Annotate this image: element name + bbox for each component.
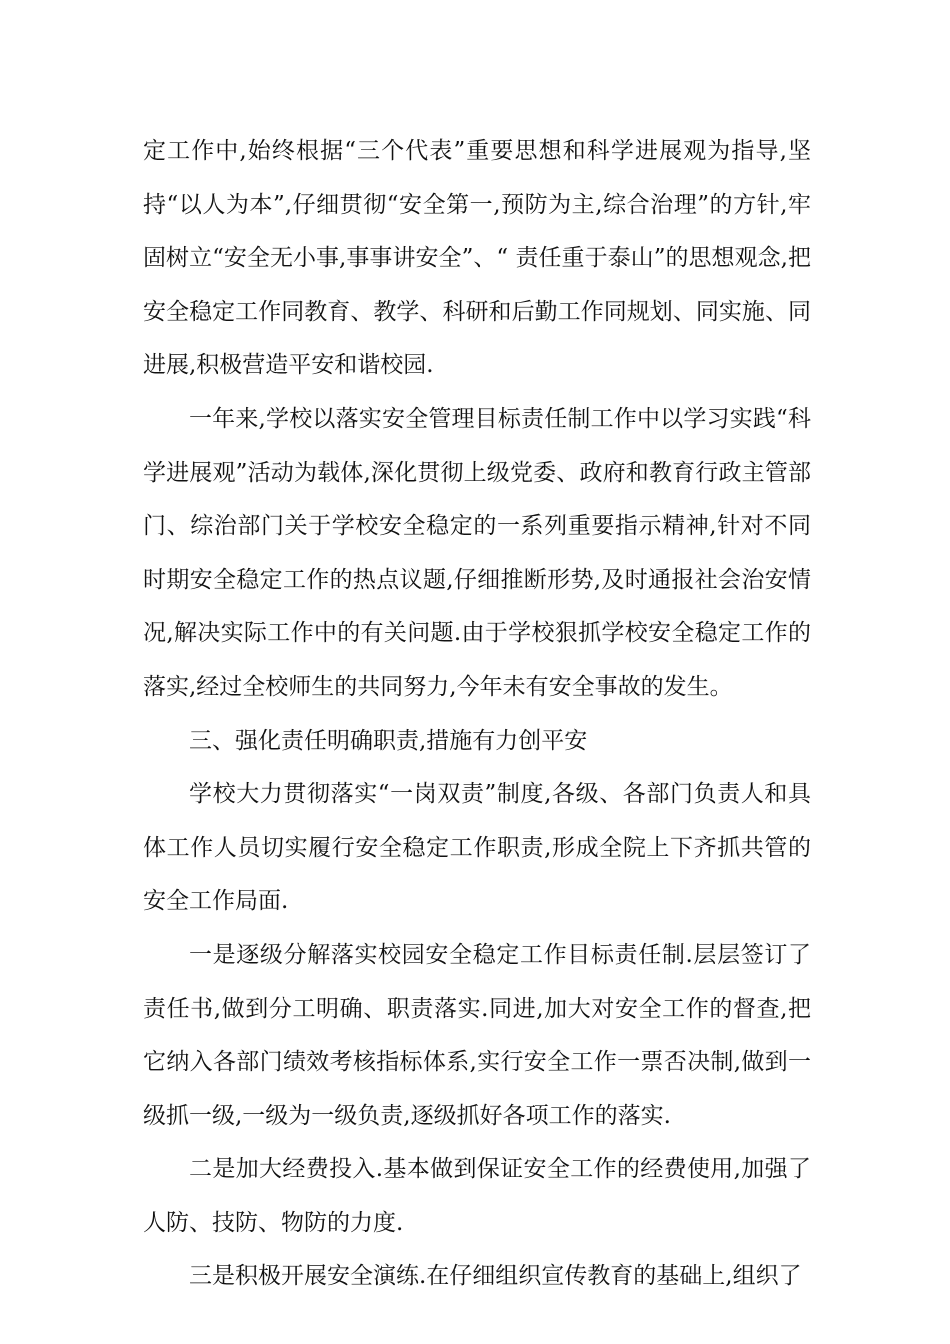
paragraph-continuation: 定工作中,始终根据“三个代表”重要思想和科学进展观为指导,坚持“以人为本”,仔细贯彻“安全第一,预防为主,综合治理”的方针,牢固树立“安全无小事,事事讲安全”、“ 责任重于泰山”的思想观念,把安全稳定工作同教育、教学、科研和后勤工作同规划、同实施、同进展,积极营造平安和谐校园. <box>143 138 811 379</box>
section-heading-three: 三、强化责任明确职责,措施有力创平安 <box>189 727 588 754</box>
paragraph-third-point: 三是积极开展安全演练.在仔细组织宣传教育的基础上,组织了 <box>189 1263 802 1290</box>
paragraph-responsibility: 学校大力贯彻落实“一岗双责”制度,各级、各部门负责人和具体工作人员切实履行安全稳定工作职责,形成全院上下齐抓共管的安全工作局面. <box>143 781 811 915</box>
paragraph-second-point: 二是加大经费投入.基本做到保证安全工作的经费使用,加强了人防、技防、物防的力度. <box>143 1156 811 1236</box>
paragraph-first-point: 一是逐级分解落实校园安全稳定工作目标责任制.层层签订了责任书,做到分工明确、职责落实.同进,加大对安全工作的督查,把它纳入各部门绩效考核指标体系,实行安全工作一票否决制,做到一级抓一级,一级为一级负责,逐级抓好各项工作的落实. <box>143 941 811 1129</box>
paragraph-one-year: 一年来,学校以落实安全管理目标责任制工作中以学习实践“科学进展观”活动为载体,深化贯彻上级党委、政府和教育行政主管部门、综治部门关于学校安全稳定的一系列重要指示精神,针对不同时期安全稳定工作的热点议题,仔细推断形势,及时通报社会治安情况,解决实际工作中的有关问题.由于学校狠抓学校安全稳定工作的落实,经过全校师生的共同努力,今年未有安全事故的发生。 <box>143 405 811 700</box>
document-body <box>143 125 811 1304</box>
